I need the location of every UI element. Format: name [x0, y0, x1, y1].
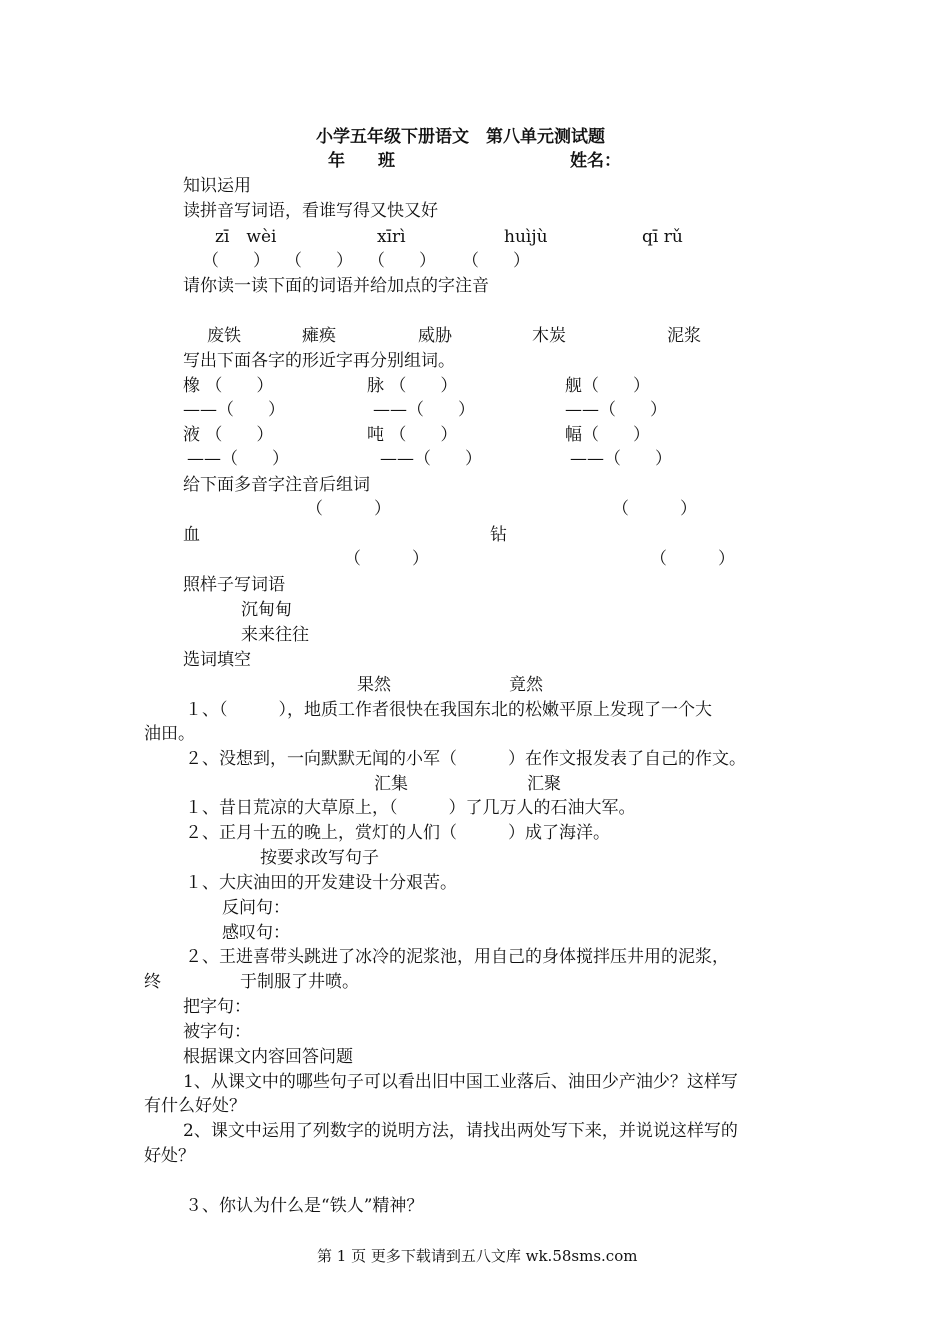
rewrite-sentence: １、大庆油田的开发建设十分艰苦。: [185, 873, 457, 893]
annotate-word: 威胁: [418, 326, 452, 346]
question: 1、从课文中的哪些句子可以看出旧中国工业落后、油田少产油少？这样写: [183, 1072, 738, 1092]
similar-word-blank[interactable]: ——（ ）: [373, 400, 475, 420]
word-choice: 竟然: [509, 675, 543, 695]
pinyin-blank[interactable]: （ ）: [202, 251, 270, 271]
similar-item: 舰（ ）: [565, 376, 650, 396]
similar-item: 橡 （ ）: [183, 376, 274, 396]
pinyin-item: zī wèi: [215, 227, 277, 247]
questions-heading: 根据课文内容回答问题: [183, 1047, 353, 1067]
fill-heading: 选词填空: [183, 650, 251, 670]
annotate-word: 泥浆: [667, 326, 701, 346]
pinyin-item: qī rǔ: [642, 227, 683, 247]
pattern-heading: 照样子写词语: [183, 575, 285, 595]
fill-question: ２、正月十五的晚上，赏灯的人们（ ）成了海洋。: [185, 823, 610, 843]
annotate-word: 木炭: [532, 326, 566, 346]
pinyin-item: xīrì: [377, 227, 406, 247]
similar-word-blank[interactable]: ——（ ）: [570, 449, 672, 469]
question-cont: 有什么好处？: [144, 1096, 246, 1116]
annotate-heading: 请你读一读下面的词语并给加点的字注音: [183, 276, 489, 296]
polyphone-blank[interactable]: （ ）: [650, 549, 735, 569]
rewrite-sentence: ２、王进喜带头跳进了冰冷的泥浆池，用自己的身体搅拌压井用的泥浆，: [185, 947, 729, 967]
question: ３、你认为什么是“铁人”精神？: [185, 1196, 424, 1216]
word-choice: 汇集: [374, 774, 408, 794]
pattern-example: 来来往往: [241, 625, 309, 645]
rewrite-heading: 按要求改写句子: [260, 848, 379, 868]
similar-item: 液 （ ）: [183, 425, 274, 445]
name-label: 姓名：: [570, 151, 621, 171]
grade-label: 年: [328, 151, 345, 171]
polyphone-char-xue: 血: [183, 525, 200, 545]
rewrite-prompt: 被字句：: [183, 1022, 251, 1042]
similar-item: 吨 （ ）: [367, 425, 458, 445]
polyphone-blank[interactable]: （ ）: [612, 499, 697, 519]
polyphone-blank[interactable]: （ ）: [344, 549, 429, 569]
fill-question-cont: 油田。: [144, 724, 195, 744]
fill-question: １、（ ），地质工作者很快在我国东北的松嫩平原上发现了一个大: [185, 700, 712, 720]
rewrite-prompt: 把字句：: [183, 997, 251, 1017]
rewrite-sentence-cont: 终: [144, 972, 161, 992]
rewrite-sentence-cont: 于制服了井喷。: [240, 972, 359, 992]
similar-item: 幅（ ）: [565, 425, 650, 445]
pinyin-item: huìjù: [504, 227, 548, 247]
fill-question: ２、没想到，一向默默无闻的小军（ ）在作文报发表了自己的作文。: [185, 749, 746, 769]
word-choice: 果然: [357, 675, 391, 695]
similar-word-blank[interactable]: ——（ ）: [187, 449, 289, 469]
similar-heading: 写出下面各字的形近字再分别组词。: [183, 351, 455, 371]
polyphone-blank[interactable]: （ ）: [306, 499, 391, 519]
word-choice: 汇聚: [527, 774, 561, 794]
page-title: 小学五年级下册语文 第八单元测试题: [316, 127, 605, 147]
similar-word-blank[interactable]: ——（ ）: [380, 449, 482, 469]
similar-word-blank[interactable]: ——（ ）: [183, 400, 285, 420]
pinyin-blank[interactable]: （ ）: [285, 251, 353, 271]
page-footer: 第 1 页 更多下载请到五八文库 wk.58sms.com: [317, 1247, 638, 1265]
annotate-word: 瘫痪: [302, 326, 336, 346]
pinyin-blank[interactable]: （ ）: [462, 251, 530, 271]
question-cont: 好处？: [144, 1146, 195, 1166]
rewrite-prompt: 反问句：: [222, 898, 290, 918]
similar-word-blank[interactable]: ——（ ）: [565, 400, 667, 420]
annotate-word: 废铁: [207, 326, 241, 346]
class-label: 班: [378, 151, 395, 171]
rewrite-prompt: 感叹句：: [222, 923, 290, 943]
section-heading-knowledge: 知识运用: [183, 176, 251, 196]
question: 2、课文中运用了列数字的说明方法，请找出两处写下来，并说说这样写的: [183, 1121, 738, 1141]
pinyin-heading: 读拼音写词语，看谁写得又快又好: [183, 201, 438, 221]
polyphone-char-zuan: 钻: [490, 525, 507, 545]
pattern-example: 沉甸甸: [241, 600, 292, 620]
polyphone-heading: 给下面多音字注音后组词: [183, 475, 370, 495]
similar-item: 脉 （ ）: [367, 376, 458, 396]
fill-question: １、昔日荒凉的大草原上，（ ）了几万人的石油大军。: [185, 798, 636, 818]
pinyin-blank[interactable]: （ ）: [368, 251, 436, 271]
